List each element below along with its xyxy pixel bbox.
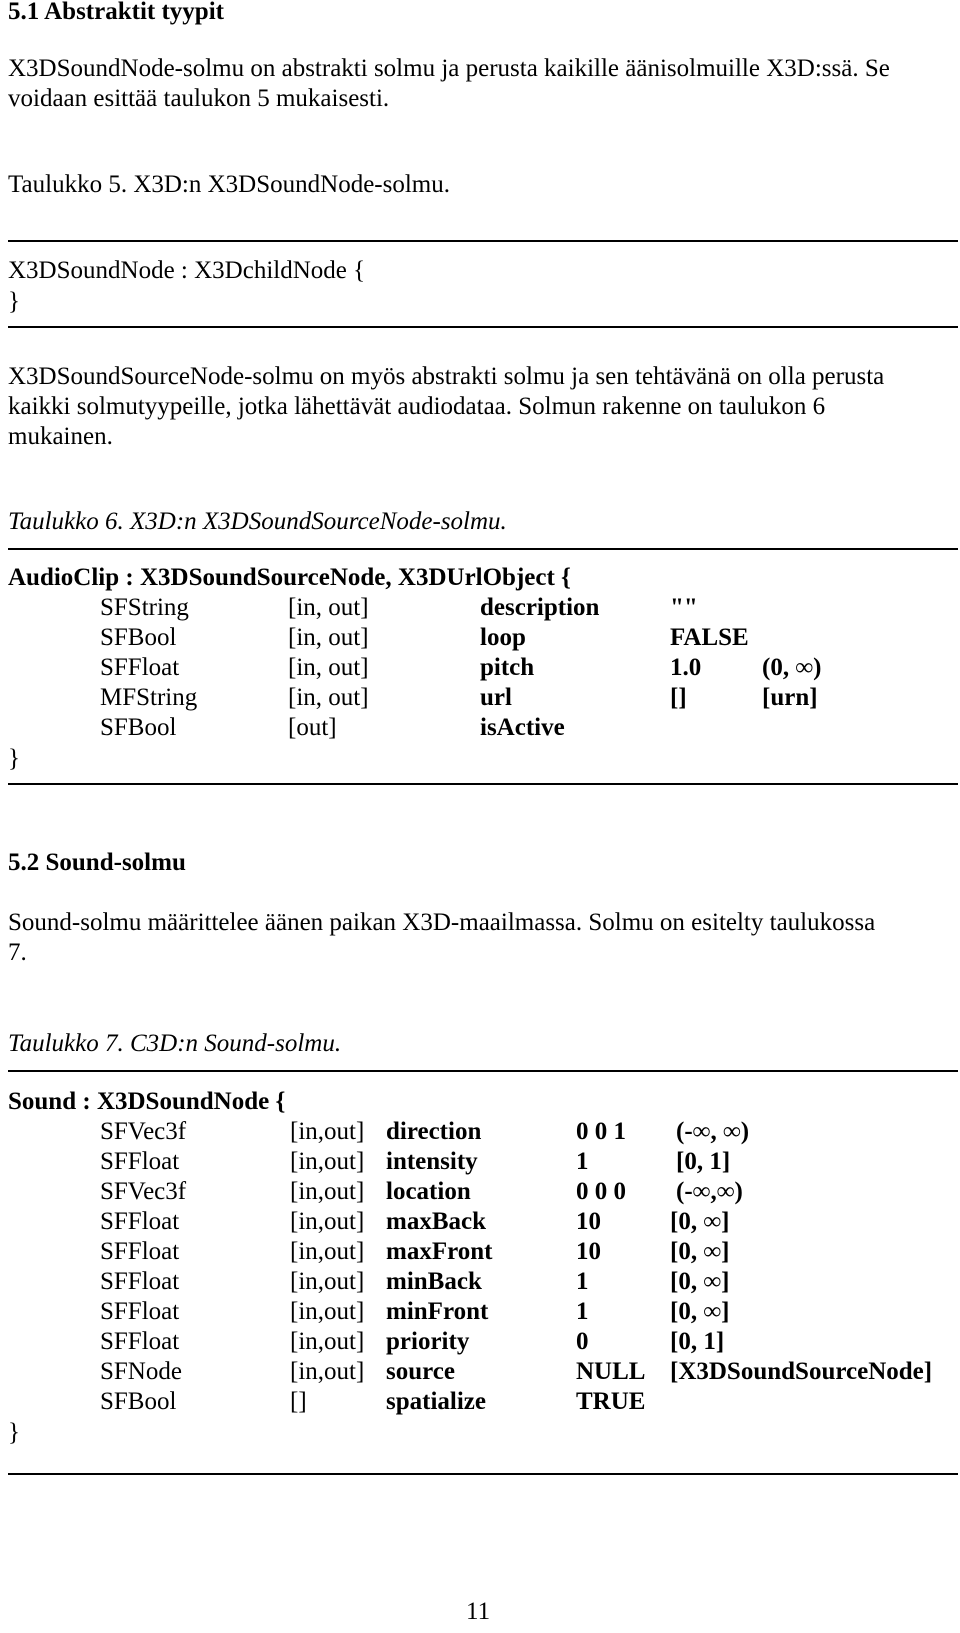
paragraph-line: X3DSoundSourceNode-solmu on myös abstrakti solmu ja sen tehtävänä on olla perusta (8, 363, 885, 390)
field-type: SFFloat (100, 1148, 180, 1175)
field-range: [0, 1] (676, 1148, 731, 1175)
paragraph-line: Sound-solmu määrittelee äänen paikan X3D-maailmassa. Solmu on esitelty taulukossa (8, 909, 876, 936)
field-default: 10 (576, 1238, 601, 1265)
field-default: "" (670, 594, 698, 621)
field-type: SFVec3f (100, 1178, 187, 1205)
table6-top-rule (8, 548, 958, 550)
field-default: NULL (576, 1358, 646, 1385)
field-name: spatialize (386, 1388, 486, 1415)
paragraph-line: X3DSoundNode-solmu on abstrakti solmu ja perusta kaikille äänisolmuille X3D:ssä. Se (8, 55, 890, 82)
field-default: 1 (576, 1148, 589, 1175)
field-type: SFFloat (100, 1298, 180, 1325)
field-type: MFString (100, 684, 198, 711)
field-default: 1 (576, 1268, 589, 1295)
paragraph-line: 7. (8, 939, 27, 966)
field-access: [in,out] (290, 1358, 365, 1385)
field-default: 1 (576, 1298, 589, 1325)
field-name: url (480, 684, 512, 711)
field-name: minBack (386, 1268, 482, 1295)
field-range: (-∞, ∞) (676, 1118, 750, 1145)
field-access: [in,out] (290, 1238, 365, 1265)
field-name: minFront (386, 1298, 489, 1325)
paragraph-line: voidaan esittää taulukon 5 mukaisesti. (8, 85, 390, 112)
field-access: [in,out] (290, 1208, 365, 1235)
field-name: priority (386, 1328, 470, 1355)
field-access: [in, out] (288, 684, 369, 711)
field-access: [out] (288, 714, 337, 741)
table6-bottom-rule (8, 783, 958, 785)
field-type: SFBool (100, 624, 177, 651)
field-default: 10 (576, 1208, 601, 1235)
field-access: [in,out] (290, 1298, 365, 1325)
field-access: [in,out] (290, 1178, 365, 1205)
field-range: [urn] (762, 684, 818, 711)
table5-top-rule (8, 240, 958, 242)
field-type: SFVec3f (100, 1118, 187, 1145)
paragraph-line: mukainen. (8, 423, 113, 450)
field-access: [in,out] (290, 1328, 365, 1355)
field-type: SFNode (100, 1358, 182, 1385)
field-range: [0, ∞] (670, 1208, 730, 1235)
field-range: (0, ∞) (762, 654, 822, 681)
field-range: [0, ∞] (670, 1268, 730, 1295)
field-default: 1.0 (670, 654, 702, 681)
field-name: loop (480, 624, 526, 651)
field-range: (-∞,∞) (676, 1178, 743, 1205)
field-range: [X3DSoundSourceNode] (670, 1358, 933, 1385)
page-number: 11 (466, 1598, 491, 1625)
paragraph-line: kaikki solmutyypeille, jotka lähettävät audiodataa. Solmun rakenne on taulukon 6 (8, 393, 826, 420)
field-type: SFFloat (100, 654, 180, 681)
field-name: intensity (386, 1148, 478, 1175)
field-access: [in,out] (290, 1118, 365, 1145)
table5-open: X3DSoundNode : X3DchildNode { (8, 257, 366, 284)
section-heading-5-2: 5.2 Sound-solmu (8, 849, 186, 876)
field-type: SFFloat (100, 1268, 180, 1295)
field-access: [in,out] (290, 1148, 365, 1175)
table5-close: } (8, 288, 20, 315)
field-default: [] (670, 684, 687, 711)
field-default: 0 0 0 (576, 1178, 626, 1205)
field-default: FALSE (670, 624, 749, 651)
field-type: SFFloat (100, 1238, 180, 1265)
table5-bottom-rule (8, 326, 958, 328)
table7-top-rule (8, 1070, 958, 1072)
table7-caption: Taulukko 7. C3D:n Sound-solmu. (8, 1030, 342, 1057)
field-range: [0, ∞] (670, 1298, 730, 1325)
field-access: [in, out] (288, 594, 369, 621)
table6-caption: Taulukko 6. X3D:n X3DSoundSourceNode-solmu. (8, 508, 507, 535)
field-name: maxFront (386, 1238, 493, 1265)
field-name: direction (386, 1118, 482, 1145)
field-range: [0, 1] (670, 1328, 725, 1355)
field-name: pitch (480, 654, 535, 681)
table6-open: AudioClip : X3DSoundSourceNode, X3DUrlObject { (8, 564, 571, 591)
field-type: SFFloat (100, 1208, 180, 1235)
field-access: [] (290, 1388, 307, 1415)
field-name: description (480, 594, 600, 621)
field-type: SFBool (100, 714, 177, 741)
field-access: [in, out] (288, 624, 369, 651)
table6-close: } (8, 745, 20, 772)
field-range: [0, ∞] (670, 1238, 730, 1265)
field-default: TRUE (576, 1388, 646, 1415)
field-type: SFFloat (100, 1328, 180, 1355)
field-access: [in,out] (290, 1268, 365, 1295)
field-access: [in, out] (288, 654, 369, 681)
field-default: 0 0 1 (576, 1118, 626, 1145)
table7-bottom-rule (8, 1473, 958, 1475)
table7-close: } (8, 1419, 20, 1446)
table7-open: Sound : X3DSoundNode { (8, 1088, 286, 1115)
field-type: SFString (100, 594, 189, 621)
section-heading-5-1: 5.1 Abstraktit tyypit (8, 0, 224, 25)
field-name: isActive (480, 714, 565, 741)
table5-caption: Taulukko 5. X3D:n X3DSoundNode-solmu. (8, 171, 450, 198)
field-default: 0 (576, 1328, 589, 1355)
field-name: source (386, 1358, 455, 1385)
field-name: location (386, 1178, 471, 1205)
field-name: maxBack (386, 1208, 486, 1235)
field-type: SFBool (100, 1388, 177, 1415)
